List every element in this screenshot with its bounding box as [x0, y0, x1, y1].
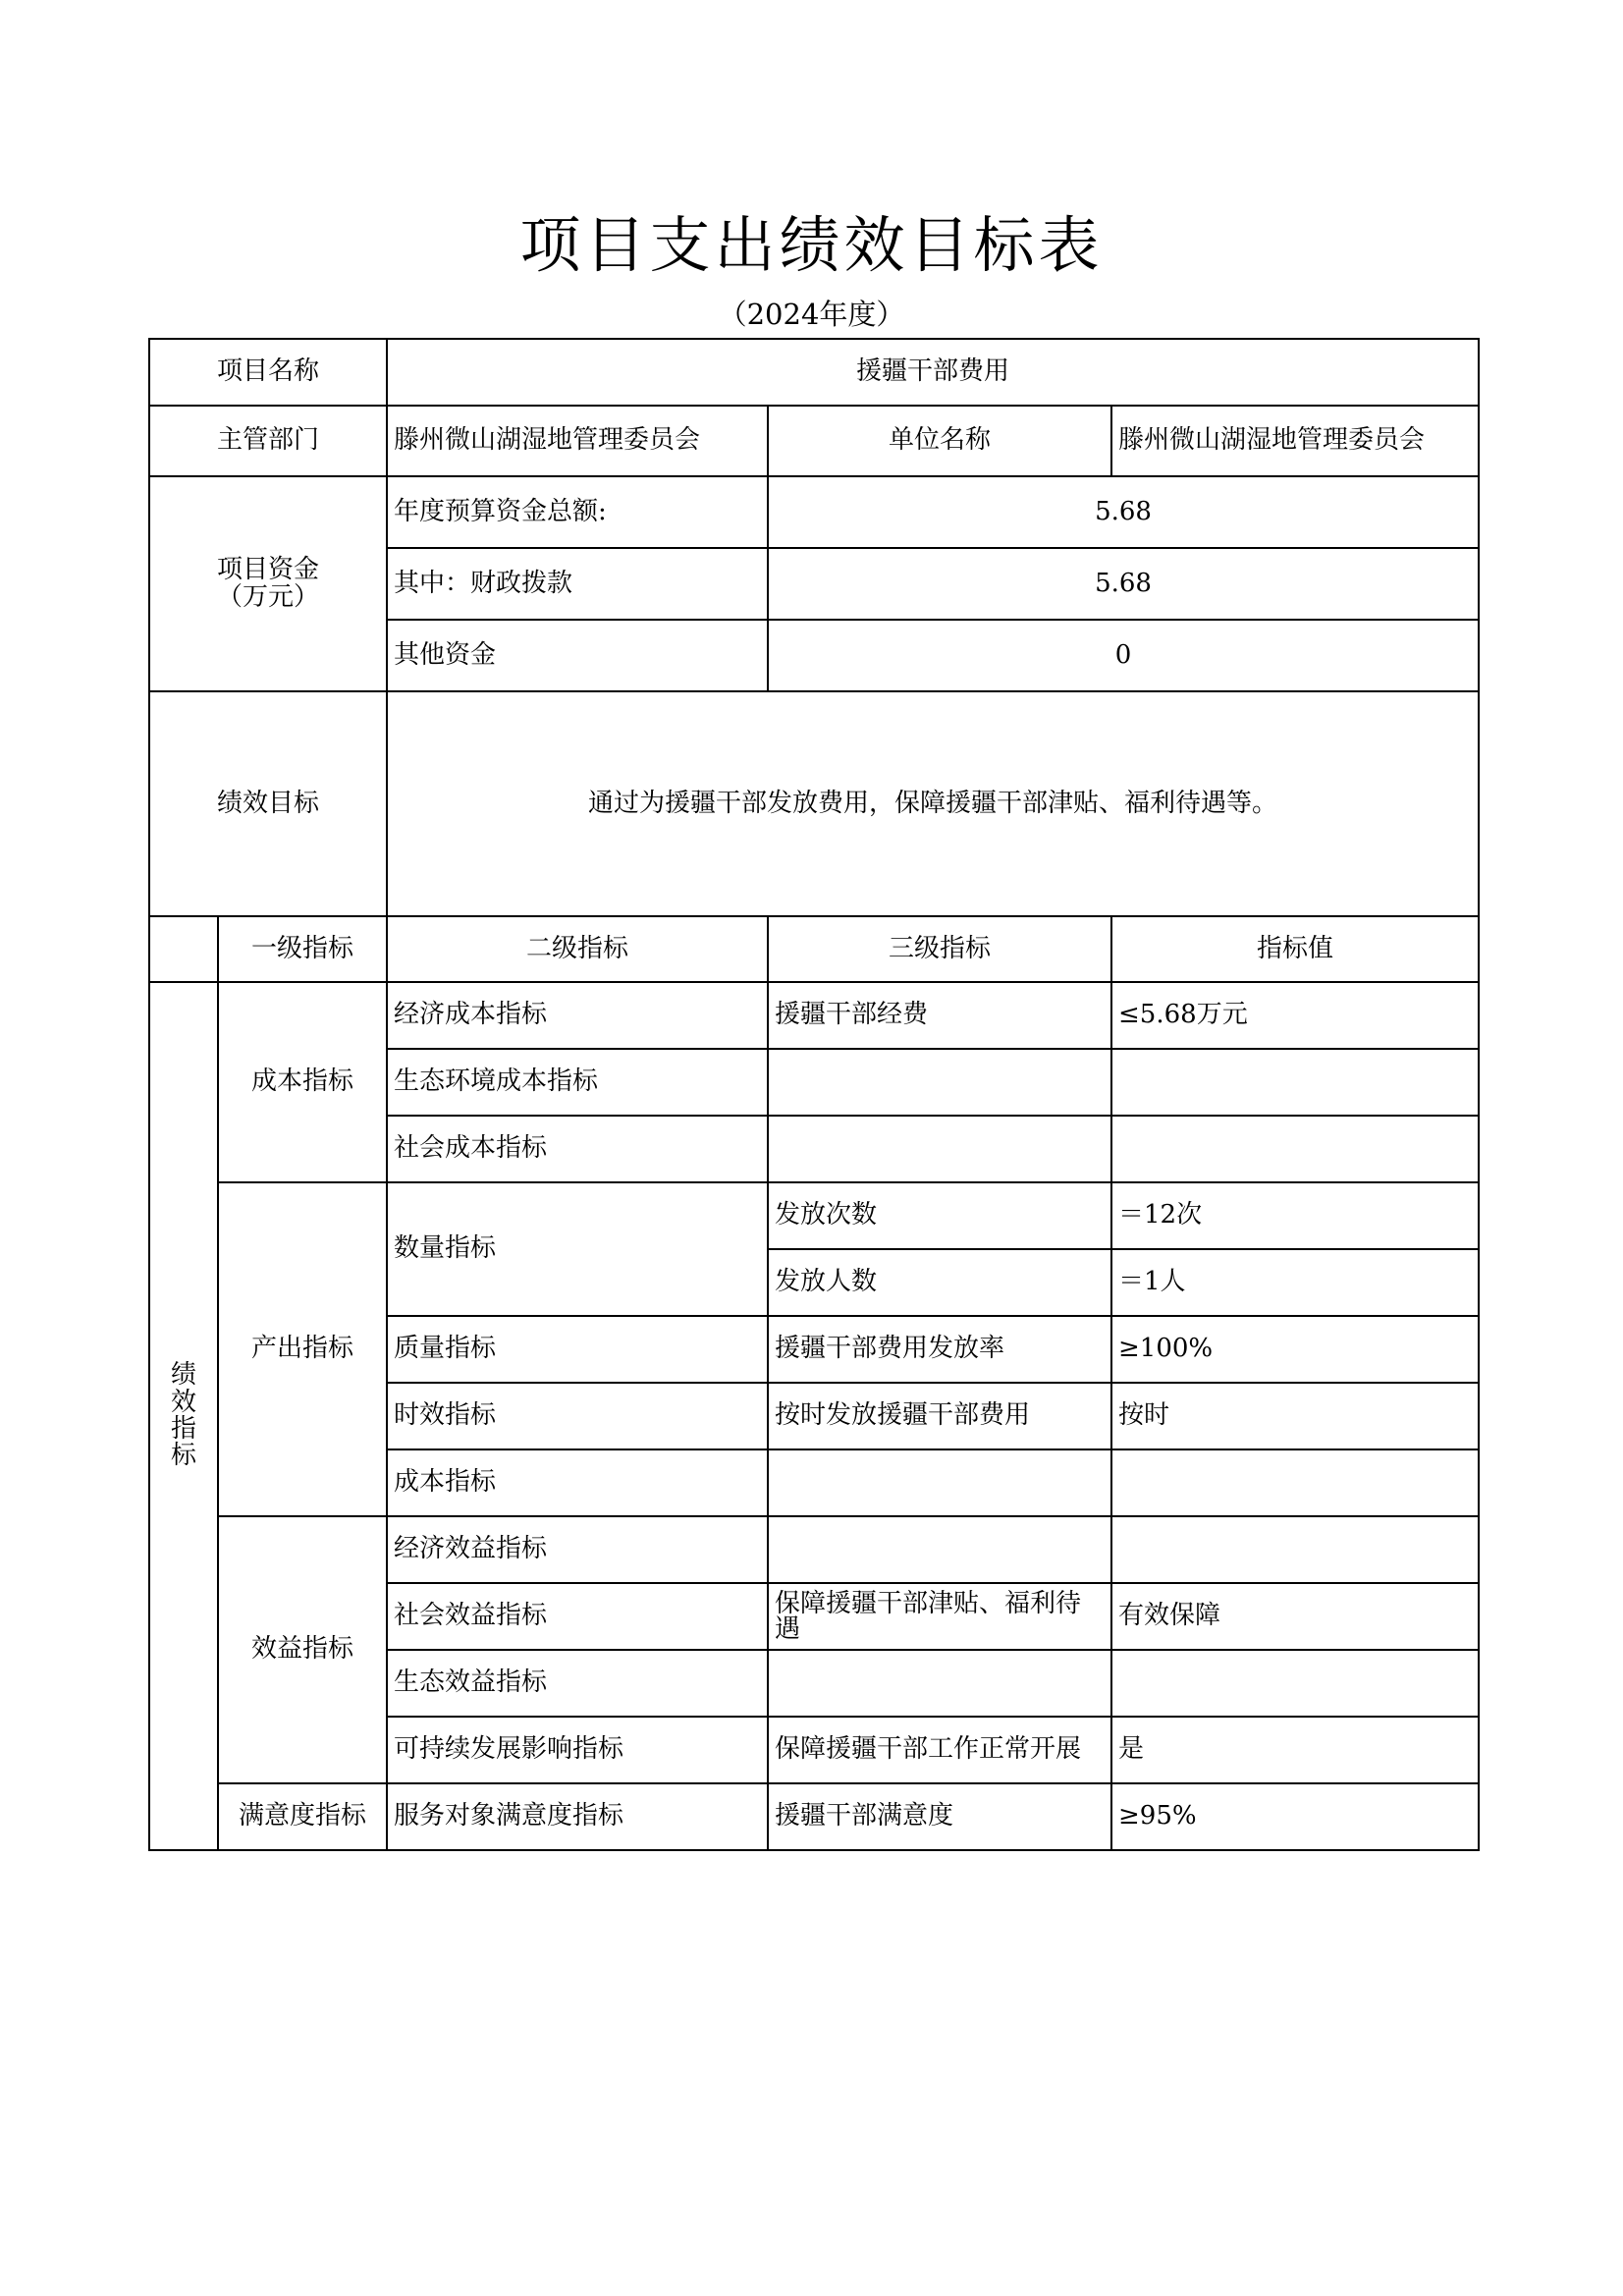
side-char: 指 [170, 1414, 196, 1444]
cost-value: ≤5.68万元 [1111, 982, 1479, 1049]
output-value: 按时 [1111, 1383, 1479, 1449]
cost-value [1111, 1049, 1479, 1116]
table-row [149, 1516, 1479, 1583]
project-name-value: 援疆干部费用 [387, 339, 1479, 406]
unit-value: 滕州微山湖湿地管理委员会 [1111, 406, 1479, 476]
header-blank-cell [149, 916, 218, 982]
satisfaction-level3: 援疆干部满意度 [768, 1783, 1111, 1850]
output-level2: 质量指标 [387, 1316, 768, 1383]
indicator-side-label [149, 982, 218, 1850]
cost-level2: 社会成本指标 [387, 1116, 768, 1182]
funds-label-line2: （万元） [217, 581, 320, 612]
output-level3: 援疆干部费用发放率 [768, 1316, 1111, 1383]
benefit-level2: 社会效益指标 [387, 1583, 768, 1650]
side-char: 效 [170, 1387, 196, 1417]
output-level2: 时效指标 [387, 1383, 768, 1449]
benefit-level3 [768, 1650, 1111, 1717]
funds-label-line1: 项目资金 [217, 555, 320, 585]
header-level1: 一级指标 [218, 916, 387, 982]
table-row [149, 1783, 1479, 1850]
satisfaction-indicator-label: 满意度指标 [218, 1783, 387, 1850]
output-level3 [768, 1449, 1111, 1516]
output-value [1111, 1449, 1479, 1516]
output-indicator-label: 产出指标 [218, 1182, 387, 1516]
goal-label: 绩效目标 [149, 691, 387, 916]
dept-value: 滕州微山湖湿地管理委员会 [387, 406, 768, 476]
side-char: 标 [170, 1441, 196, 1471]
output-level2: 成本指标 [387, 1449, 768, 1516]
benefit-level3 [768, 1516, 1111, 1583]
cost-level3 [768, 1049, 1111, 1116]
output-level3: 发放次数 [768, 1182, 1111, 1249]
satisfaction-level2: 服务对象满意度指标 [387, 1783, 768, 1850]
table-row [149, 1182, 1479, 1249]
table-row [149, 476, 1479, 548]
benefit-level3: 保障援疆干部津贴、福利待遇 [768, 1583, 1111, 1650]
benefit-value: 有效保障 [1111, 1583, 1479, 1650]
dept-label: 主管部门 [149, 406, 387, 476]
funds-other-label: 其他资金 [387, 620, 768, 691]
benefit-level3: 保障援疆干部工作正常开展 [768, 1717, 1111, 1783]
output-level3: 按时发放援疆干部费用 [768, 1383, 1111, 1449]
performance-target-table [148, 338, 1480, 1851]
benefit-value: 是 [1111, 1717, 1479, 1783]
unit-label: 单位名称 [768, 406, 1111, 476]
cost-level3 [768, 1116, 1111, 1182]
satisfaction-value: ≥95% [1111, 1783, 1479, 1850]
cost-level3: 援疆干部经费 [768, 982, 1111, 1049]
quantity-indicator-label: 数量指标 [387, 1182, 768, 1316]
header-value: 指标值 [1111, 916, 1479, 982]
goal-text: 通过为援疆干部发放费用，保障援疆干部津贴、福利待遇等。 [387, 691, 1479, 916]
benefit-value [1111, 1650, 1479, 1717]
cost-indicator-label: 成本指标 [218, 982, 387, 1182]
cost-level2: 经济成本指标 [387, 982, 768, 1049]
table-row [149, 339, 1479, 406]
funds-fiscal-value: 5.68 [768, 548, 1479, 620]
side-char: 绩 [170, 1360, 196, 1391]
cost-level2: 生态环境成本指标 [387, 1049, 768, 1116]
benefit-level2: 生态效益指标 [387, 1650, 768, 1717]
funds-total-value: 5.68 [768, 476, 1479, 548]
project-name-label: 项目名称 [149, 339, 387, 406]
funds-label [149, 476, 387, 691]
header-level3: 三级指标 [768, 916, 1111, 982]
funds-fiscal-label: 其中：财政拨款 [387, 548, 768, 620]
benefit-value [1111, 1516, 1479, 1583]
cost-value [1111, 1116, 1479, 1182]
table-row [149, 406, 1479, 476]
output-value: ≥100% [1111, 1316, 1479, 1383]
benefit-level2: 可持续发展影响指标 [387, 1717, 768, 1783]
table-row [149, 691, 1479, 916]
page-subtitle: （2024年度） [718, 298, 905, 331]
benefit-level2: 经济效益指标 [387, 1516, 768, 1583]
benefit-indicator-label: 效益指标 [218, 1516, 387, 1783]
funds-total-label: 年度预算资金总额: [387, 476, 768, 548]
output-value: ＝12次 [1111, 1182, 1479, 1249]
funds-other-value: 0 [768, 620, 1479, 691]
table-row [149, 982, 1479, 1049]
indicator-header-row [149, 916, 1479, 982]
header-level2: 二级指标 [387, 916, 768, 982]
output-level3: 发放人数 [768, 1249, 1111, 1316]
output-value: ＝1人 [1111, 1249, 1479, 1316]
page-title: 项目支出绩效目标表 [519, 209, 1104, 281]
